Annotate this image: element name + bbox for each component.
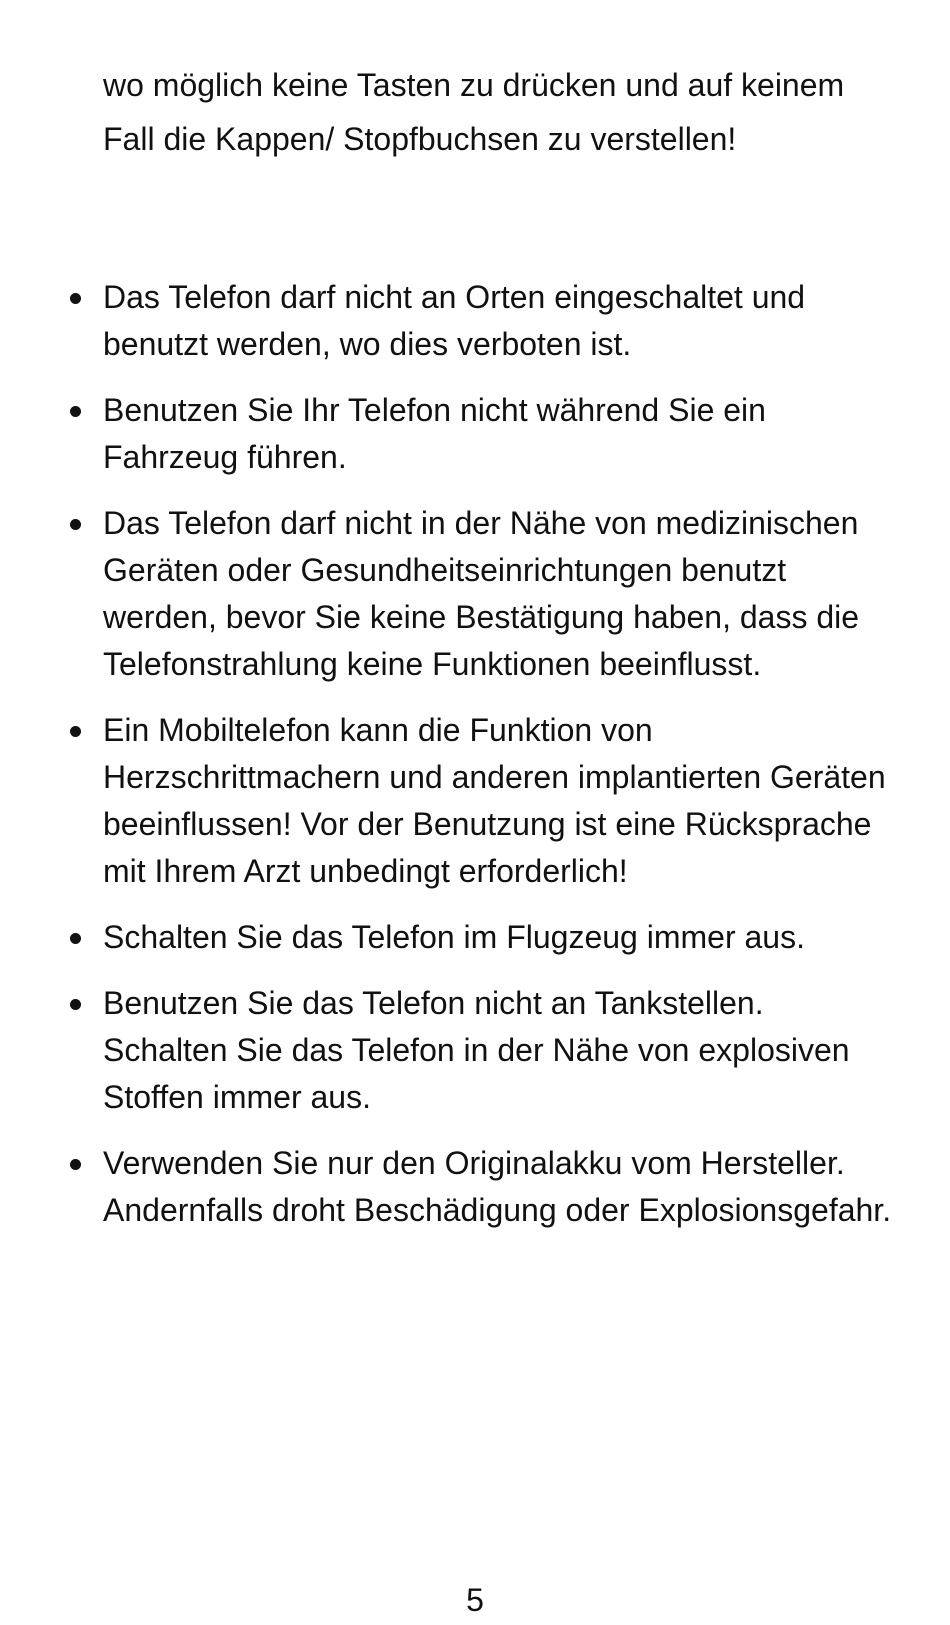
bullet-icon	[70, 726, 81, 737]
intro-paragraph: wo möglich keine Tasten zu drücken und auf keinem Fall die Kappen/ Stopfbuchsen zu verstellen!	[103, 67, 845, 157]
bullet-item	[0, 387, 893, 481]
bullet-item	[0, 980, 893, 1121]
bullet-icon	[70, 293, 81, 304]
bullet-icon	[70, 519, 81, 530]
bullet-icon	[70, 406, 81, 417]
safety-bullet-list	[0, 274, 950, 1253]
bullet-text: Schalten Sie das Telefon im Flugzeug immer aus.	[103, 919, 805, 955]
bullet-text: Verwenden Sie nur den Originalakku vom Hersteller. Andernfalls droht Beschädigung oder Explosionsgefahr.	[103, 1145, 892, 1228]
bullet-item	[0, 1140, 893, 1234]
bullet-icon	[70, 1159, 81, 1170]
bullet-item	[0, 914, 893, 961]
bullet-text: Benutzen Sie das Telefon nicht an Tankstellen. Schalten Sie das Telefon in der Nähe von explosiven Stoffen immer aus.	[103, 985, 850, 1115]
bullet-item	[0, 500, 893, 688]
bullet-icon	[70, 933, 81, 944]
bullet-text: Das Telefon darf nicht an Orten eingeschaltet und benutzt werden, wo dies verboten ist.	[103, 279, 806, 362]
bullet-item	[0, 707, 893, 895]
bullet-item	[0, 274, 893, 368]
bullet-text: Das Telefon darf nicht in der Nähe von medizinischen Geräten oder Gesundheitseinrichtungen benutzt werden, bevor Sie keine Bestätigung haben, dass die Telefonstrahlung keine Funktionen beeinflusst.	[103, 505, 860, 682]
bullet-text: Ein Mobiltelefon kann die Funktion von Herzschrittmachern und anderen implantierten Geräten beeinflussen! Vor der Benutzung ist eine Rücksprache mit Ihrem Arzt unbedingt erforderlich!	[103, 712, 886, 889]
bullet-text: Benutzen Sie Ihr Telefon nicht während Sie ein Fahrzeug führen.	[103, 392, 766, 475]
bullet-icon	[70, 999, 81, 1010]
page-number: 5	[466, 1582, 484, 1618]
